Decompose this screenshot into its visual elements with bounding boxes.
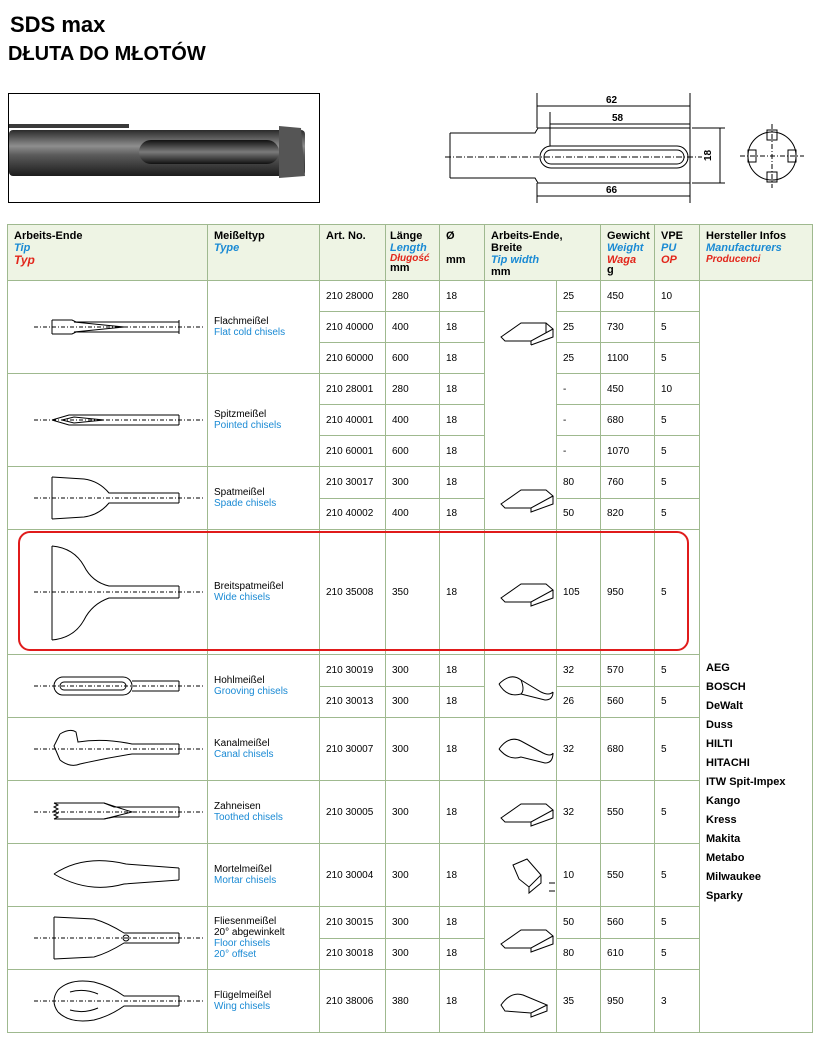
tip-width: 25 <box>557 281 601 312</box>
length: 280 <box>386 374 440 405</box>
pu: 5 <box>655 343 700 374</box>
mortar-tip-icon <box>485 844 557 907</box>
manufacturer-name: Milwaukee <box>706 871 762 883</box>
tip-width: 25 <box>557 312 601 343</box>
art-no: 210 30017 <box>320 467 386 499</box>
tip-width: 26 <box>557 686 601 718</box>
table-row <box>8 970 813 1033</box>
diameter: 18 <box>440 467 485 499</box>
pu: 5 <box>655 467 700 499</box>
pu: 5 <box>655 718 700 781</box>
canal-chisel-icon <box>8 718 208 781</box>
art-no: 210 28000 <box>320 281 386 312</box>
art-no: 210 30005 <box>320 781 386 844</box>
spade-chisel-icon <box>8 467 208 530</box>
diameter: 18 <box>440 938 485 970</box>
shank-dimension-drawing <box>440 88 810 208</box>
dim-58-label: 58 <box>612 113 624 124</box>
type-toothed-chisel: Zahneisen Toothed chisels <box>208 781 320 844</box>
diameter: 18 <box>440 686 485 718</box>
weight: 560 <box>601 686 655 718</box>
table-row <box>8 655 813 687</box>
manufacturer-name: Kress <box>706 814 737 826</box>
pu: 10 <box>655 374 700 405</box>
length: 300 <box>386 686 440 718</box>
table-row <box>8 281 813 312</box>
weight: 550 <box>601 844 655 907</box>
col-tip-width: Arbeits-Ende, Breite Tip width mm <box>485 225 601 281</box>
manufacturer-name: Duss <box>706 719 733 731</box>
length: 600 <box>386 343 440 374</box>
weight: 450 <box>601 281 655 312</box>
table-row <box>8 907 813 939</box>
pu: 3 <box>655 970 700 1033</box>
manufacturers-list <box>700 281 813 1033</box>
toothed-chisel-icon <box>8 781 208 844</box>
diameter: 18 <box>440 343 485 374</box>
mortar-chisel-icon <box>8 844 208 907</box>
diameter: 18 <box>440 498 485 530</box>
art-no: 210 30004 <box>320 844 386 907</box>
art-no: 210 40001 <box>320 405 386 436</box>
manufacturer-name: ITW Spit-Impex <box>706 776 786 788</box>
length: 400 <box>386 498 440 530</box>
length: 350 <box>386 530 440 655</box>
length: 600 <box>386 436 440 467</box>
table-row <box>8 781 813 844</box>
floor-chisel-icon <box>8 907 208 970</box>
pu: 5 <box>655 655 700 687</box>
dim-18-label: 18 <box>703 149 714 161</box>
page-title: SDS max <box>10 12 106 37</box>
pu: 5 <box>655 686 700 718</box>
diameter: 18 <box>440 312 485 343</box>
diameter: 18 <box>440 436 485 467</box>
art-no: 210 30013 <box>320 686 386 718</box>
diameter: 18 <box>440 907 485 939</box>
wing-tip-icon <box>485 970 557 1033</box>
diameter: 18 <box>440 970 485 1033</box>
pu: 5 <box>655 312 700 343</box>
tip-width: 32 <box>557 655 601 687</box>
pu: 5 <box>655 498 700 530</box>
pu: 10 <box>655 281 700 312</box>
tip-width: 35 <box>557 970 601 1033</box>
manufacturer-name: AEG <box>706 662 730 674</box>
pu: 5 <box>655 405 700 436</box>
manufacturer-name: Metabo <box>706 852 745 864</box>
table-row <box>8 374 813 405</box>
diameter: 18 <box>440 374 485 405</box>
tip-width: 80 <box>557 938 601 970</box>
chisel-table <box>7 224 813 1033</box>
art-no: 210 40002 <box>320 498 386 530</box>
spade-tip-icon <box>485 467 557 530</box>
type-mortar-chisel: Mortelmeißel Mortar chisels <box>208 844 320 907</box>
type-wide-chisel: Breitspatmeißel Wide chisels <box>208 530 320 655</box>
weight: 950 <box>601 530 655 655</box>
col-pu: VPE PU OP <box>655 225 700 281</box>
pu: 5 <box>655 530 700 655</box>
dim-62-label: 62 <box>606 95 618 106</box>
art-no: 210 30015 <box>320 907 386 939</box>
chisel-table-container <box>7 224 812 1035</box>
sds-max-shank-photo <box>8 93 320 203</box>
weight: 560 <box>601 907 655 939</box>
weight: 820 <box>601 498 655 530</box>
art-no: 210 40000 <box>320 312 386 343</box>
tip-width: 50 <box>557 907 601 939</box>
weight: 570 <box>601 655 655 687</box>
art-no: 210 60001 <box>320 436 386 467</box>
type-wing-chisel: Flügelmeißel Wing chisels <box>208 970 320 1033</box>
wide-tip-icon <box>485 530 557 655</box>
length: 280 <box>386 281 440 312</box>
wide-chisel-icon <box>8 530 208 655</box>
tip-width: - <box>557 405 601 436</box>
manufacturer-name: Kango <box>706 795 741 807</box>
type-floor-chisel: Fliesenmeißel 20° abgewinkelt Floor chisels 20° offset <box>208 907 320 970</box>
diameter: 18 <box>440 781 485 844</box>
wing-chisel-icon <box>8 970 208 1033</box>
col-diameter: Ø mm <box>440 225 485 281</box>
length: 300 <box>386 938 440 970</box>
length: 300 <box>386 781 440 844</box>
diameter: 18 <box>440 281 485 312</box>
length: 300 <box>386 907 440 939</box>
length: 300 <box>386 718 440 781</box>
art-no: 210 30019 <box>320 655 386 687</box>
col-weight: Gewicht Weight Waga g <box>601 225 655 281</box>
tip-width: 80 <box>557 467 601 499</box>
manufacturer-name: HILTI <box>706 738 733 750</box>
weight: 680 <box>601 718 655 781</box>
grooving-chisel-icon <box>8 655 208 718</box>
col-art-no: Art. No. <box>320 225 386 281</box>
diameter: 18 <box>440 530 485 655</box>
length: 300 <box>386 655 440 687</box>
col-tip: Arbeits-Ende Tip Typ <box>8 225 208 281</box>
col-type: Meißeltyp Type <box>208 225 320 281</box>
type-canal-chisel: Kanalmeißel Canal chisels <box>208 718 320 781</box>
diameter: 18 <box>440 844 485 907</box>
weight: 760 <box>601 467 655 499</box>
flat-chisel-icon <box>8 281 208 374</box>
toothed-tip-icon <box>485 781 557 844</box>
tip-width: 10 <box>557 844 601 907</box>
weight: 680 <box>601 405 655 436</box>
weight: 1070 <box>601 436 655 467</box>
weight: 950 <box>601 970 655 1033</box>
dim-66-label: 66 <box>606 185 618 196</box>
pu: 5 <box>655 907 700 939</box>
col-length: Länge Length Długość mm <box>386 225 440 281</box>
pointed-chisel-icon <box>8 374 208 467</box>
type-pointed-chisel: Spitzmeißel Pointed chisels <box>208 374 320 467</box>
art-no: 210 38006 <box>320 970 386 1033</box>
floor-tip-icon <box>485 907 557 970</box>
tip-width: 32 <box>557 718 601 781</box>
art-no: 210 28001 <box>320 374 386 405</box>
pu: 5 <box>655 436 700 467</box>
table-row <box>8 718 813 781</box>
length: 400 <box>386 405 440 436</box>
pu: 5 <box>655 844 700 907</box>
type-flat-chisel: Flachmeißel Flat cold chisels <box>208 281 320 374</box>
diameter: 18 <box>440 655 485 687</box>
pu: 5 <box>655 781 700 844</box>
manufacturer-name: DeWalt <box>706 700 743 712</box>
diameter: 18 <box>440 405 485 436</box>
page-subtitle: DŁUTA DO MŁOTÓW <box>8 43 206 65</box>
grooving-tip-icon <box>485 655 557 718</box>
weight: 550 <box>601 781 655 844</box>
manufacturer-name: BOSCH <box>706 681 746 693</box>
weight: 610 <box>601 938 655 970</box>
tip-width: 32 <box>557 781 601 844</box>
art-no: 210 35008 <box>320 530 386 655</box>
manufacturer-name: Sparky <box>706 890 743 902</box>
canal-tip-icon <box>485 718 557 781</box>
diameter: 18 <box>440 718 485 781</box>
art-no: 210 30018 <box>320 938 386 970</box>
length: 300 <box>386 467 440 499</box>
type-grooving-chisel: Hohlmeißel Grooving chisels <box>208 655 320 718</box>
pu: 5 <box>655 938 700 970</box>
table-row <box>8 844 813 907</box>
table-row <box>8 467 813 499</box>
flat-tip-icon <box>485 281 557 467</box>
type-spade-chisel: Spatmeißel Spade chisels <box>208 467 320 530</box>
tip-width: - <box>557 374 601 405</box>
length: 300 <box>386 844 440 907</box>
manufacturer-name: HITACHI <box>706 757 750 769</box>
manufacturer-name: Makita <box>706 833 741 845</box>
weight: 450 <box>601 374 655 405</box>
tip-width: - <box>557 436 601 467</box>
length: 400 <box>386 312 440 343</box>
table-row <box>8 530 813 655</box>
weight: 730 <box>601 312 655 343</box>
tip-width: 25 <box>557 343 601 374</box>
art-no: 210 30007 <box>320 718 386 781</box>
length: 380 <box>386 970 440 1033</box>
col-manufacturers: Hersteller Infos Manufacturers Producenci <box>700 225 813 281</box>
weight: 1100 <box>601 343 655 374</box>
tip-width: 50 <box>557 498 601 530</box>
tip-width: 105 <box>557 530 601 655</box>
art-no: 210 60000 <box>320 343 386 374</box>
